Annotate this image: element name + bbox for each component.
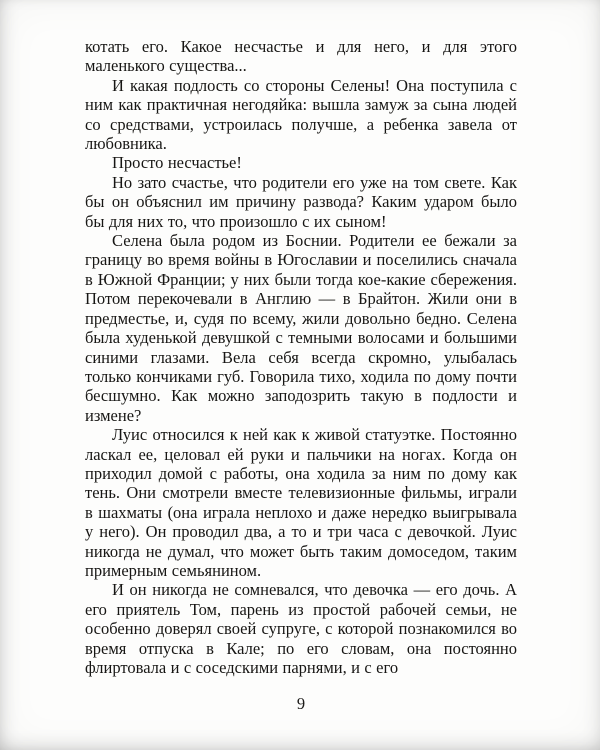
paragraph: И он никогда не сомневался, что девочка — его дочь. А его приятель Том, парень из простой рабочей семьи, не особенно доверял своей супруге, с которой познакомился во время отпуска в Кале; по его словам, она постоянно флиртовала и с соседскими парнями, и с его [85,580,517,677]
paragraph: Селена была родом из Боснии. Родители ее бежали за границу во время войны в Югославии и поселились сначала в Южной Франции; у них были тогда кое-какие сбережения. Потом перекочевали в Англию — в Брайтон. Жили они в предместье, и, судя по всему, жили довольно бедно. Селена была худенькой девушкой с темными волосами и большими синими глазами. Вела себя всегда скромно, улыбалась только кончиками губ. Говорила тихо, ходила по дому почти бесшумно. Как можно заподозрить такую в подлости и измене? [85,231,517,425]
text-block [85,37,517,677]
paragraph: Но зато счастье, что родители его уже на том свете. Как бы он объяснил им причину развода? Каким ударом было бы для них то, что произошло с их сыном! [85,172,517,231]
paragraph: Луис относился к ней как к живой статуэтке. Постоянно ласкал ее, целовал ей руки и пальчики на ногах. Когда он приходил домой с работы, она ходила за ним по дому как тень. Они смотрели вместе телевизионные фильмы, играли в шахматы (она играла неплохо и даже нередко выигрывала у него). Он проводил два, а то и три часа с девочкой. Луис никогда не думал, что может быть таким домоседом, таким примерным семьянином. [85,425,517,580]
paragraph: Просто несчастье! [112,153,242,173]
page-number: 9 [296,694,306,713]
paragraph: И какая подлость со стороны Селены! Она поступила с ним как практичная негодяйка: вышла замуж за сына людей со средствами, устроилась получше, а ребенка завела от любовника. [85,75,517,154]
paragraph: котать его. Какое несчастье и для него, и для этого маленького существа... [85,37,517,76]
